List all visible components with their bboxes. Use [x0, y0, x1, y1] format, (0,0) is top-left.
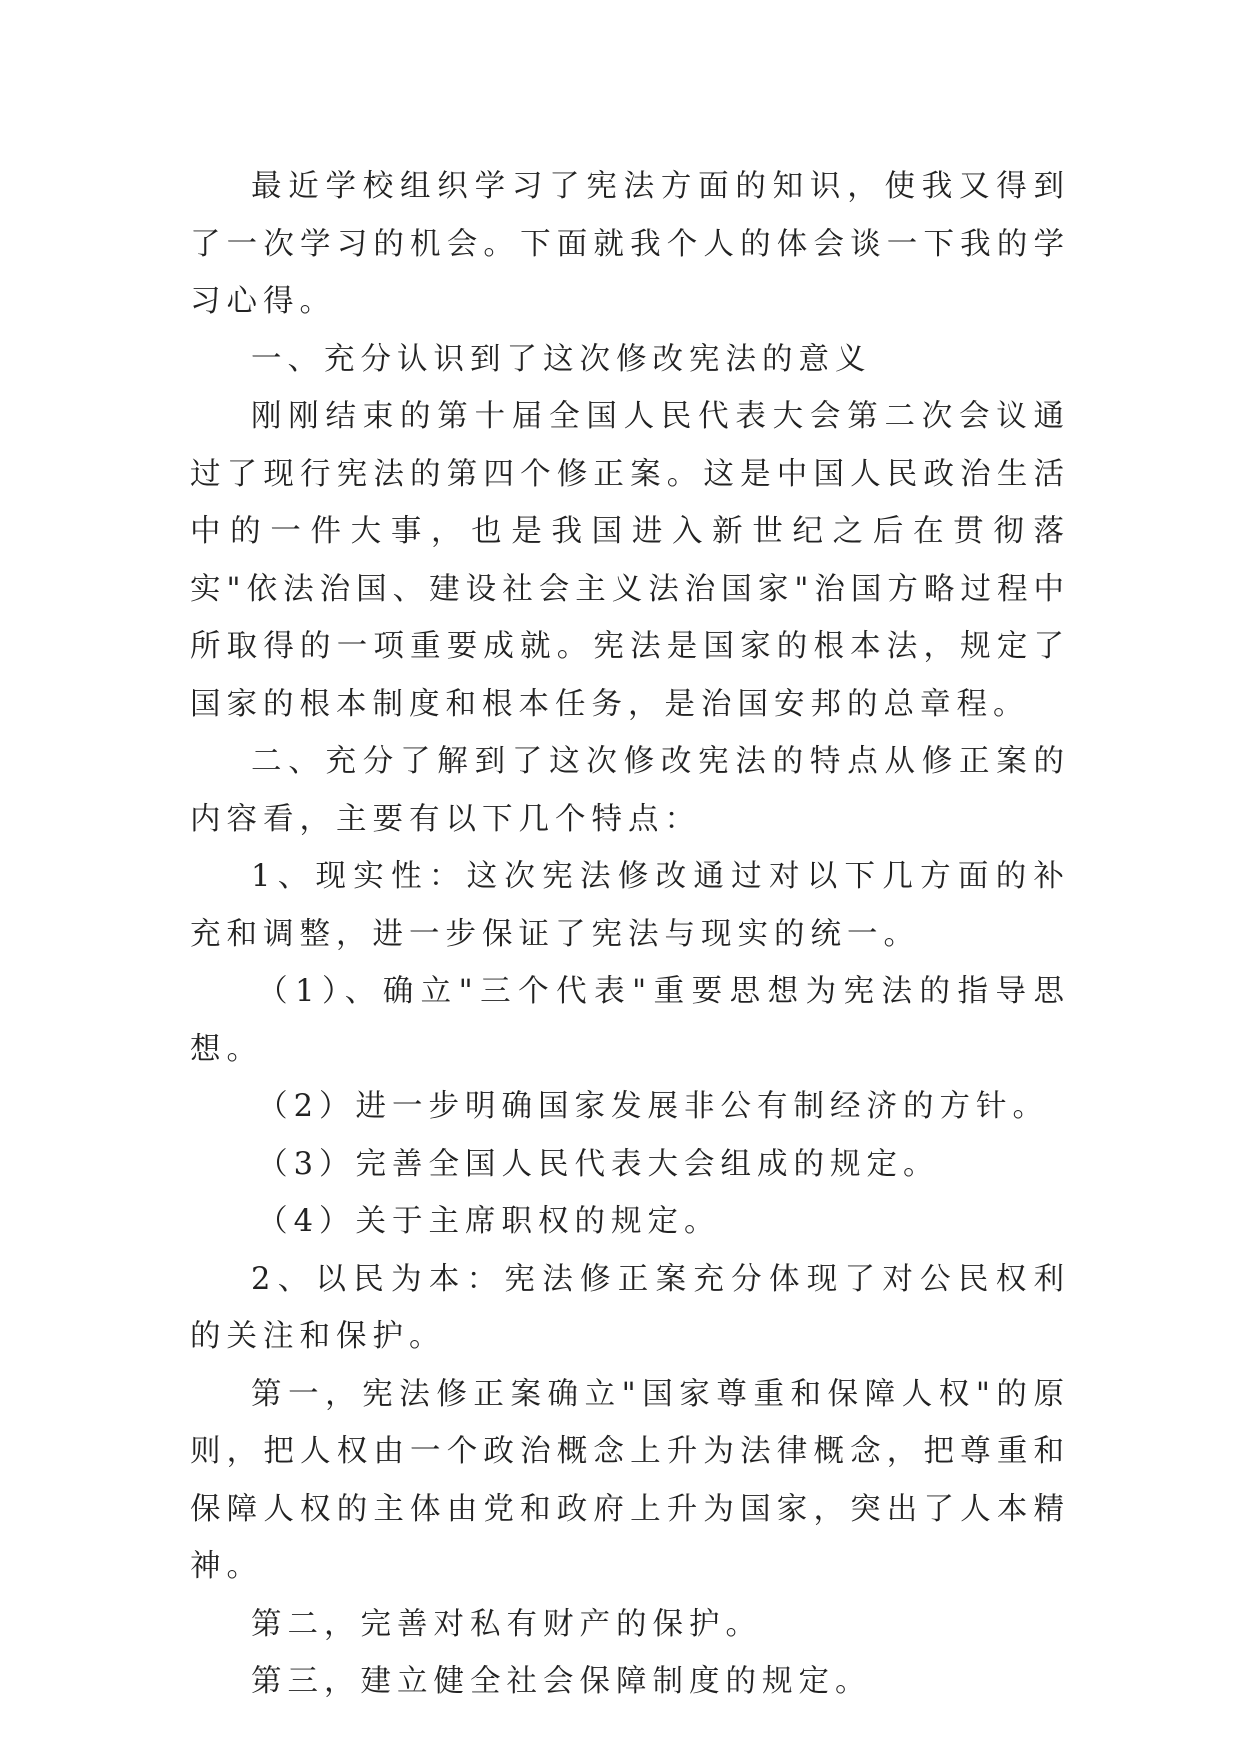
- section-heading-2: 二、充分了解到了这次修改宪法的特点从修正案的内容看，主要有以下几个特点：: [190, 744, 1070, 837]
- body-paragraph-first: 第一，宪法修正案确立"国家尊重和保障人权"的原则，把人权由一个政治概念上升为法律概念，把尊重和保障人权的主体由党和政府上升为国家，突出了人本精神。: [190, 1376, 1070, 1584]
- point-paragraph-1: 1、现实性：这次宪法修改通过对以下几方面的补充和调整，进一步保证了宪法与现实的统一。: [190, 859, 1070, 952]
- list-item-2: （2）进一步明确国家发展非公有制经济的方针。: [257, 1089, 1049, 1124]
- document-body: [190, 158, 1070, 1711]
- section-heading-1: 一、充分认识到了这次修改宪法的意义: [251, 341, 872, 377]
- list-item-3: （3）完善全国人民代表大会组成的规定。: [257, 1146, 940, 1182]
- intro-paragraph: 最近学校组织学习了宪法方面的知识，使我又得到了一次学习的机会。下面就我个人的体会谈一下我的学习心得。: [190, 169, 1070, 319]
- body-paragraph: 刚刚结束的第十届全国人民代表大会第二次会议通过了现行宪法的第四个修正案。这是中国人民政治生活中的一件大事，也是我国进入新世纪之后在贯彻落实"依法治国、建设社会主义法治国家"治国方略过程中所取得的一项重要成就。宪法是国家的根本法，规定了国家的根本制度和根本任务，是治国安邦的总章程。: [190, 399, 1070, 722]
- point-paragraph-2: 2、以民为本：宪法修正案充分体现了对公民权利的关注和保护。: [190, 1261, 1070, 1354]
- body-paragraph-second: 第二，完善对私有财产的保护。: [251, 1606, 762, 1642]
- body-paragraph-third: 第三，建立健全社会保障制度的规定。: [251, 1664, 872, 1699]
- list-item-1: （1）、确立"三个代表"重要思想为宪法的指导思想。: [190, 974, 1070, 1067]
- list-item-4: （4）关于主席职权的规定。: [257, 1204, 721, 1239]
